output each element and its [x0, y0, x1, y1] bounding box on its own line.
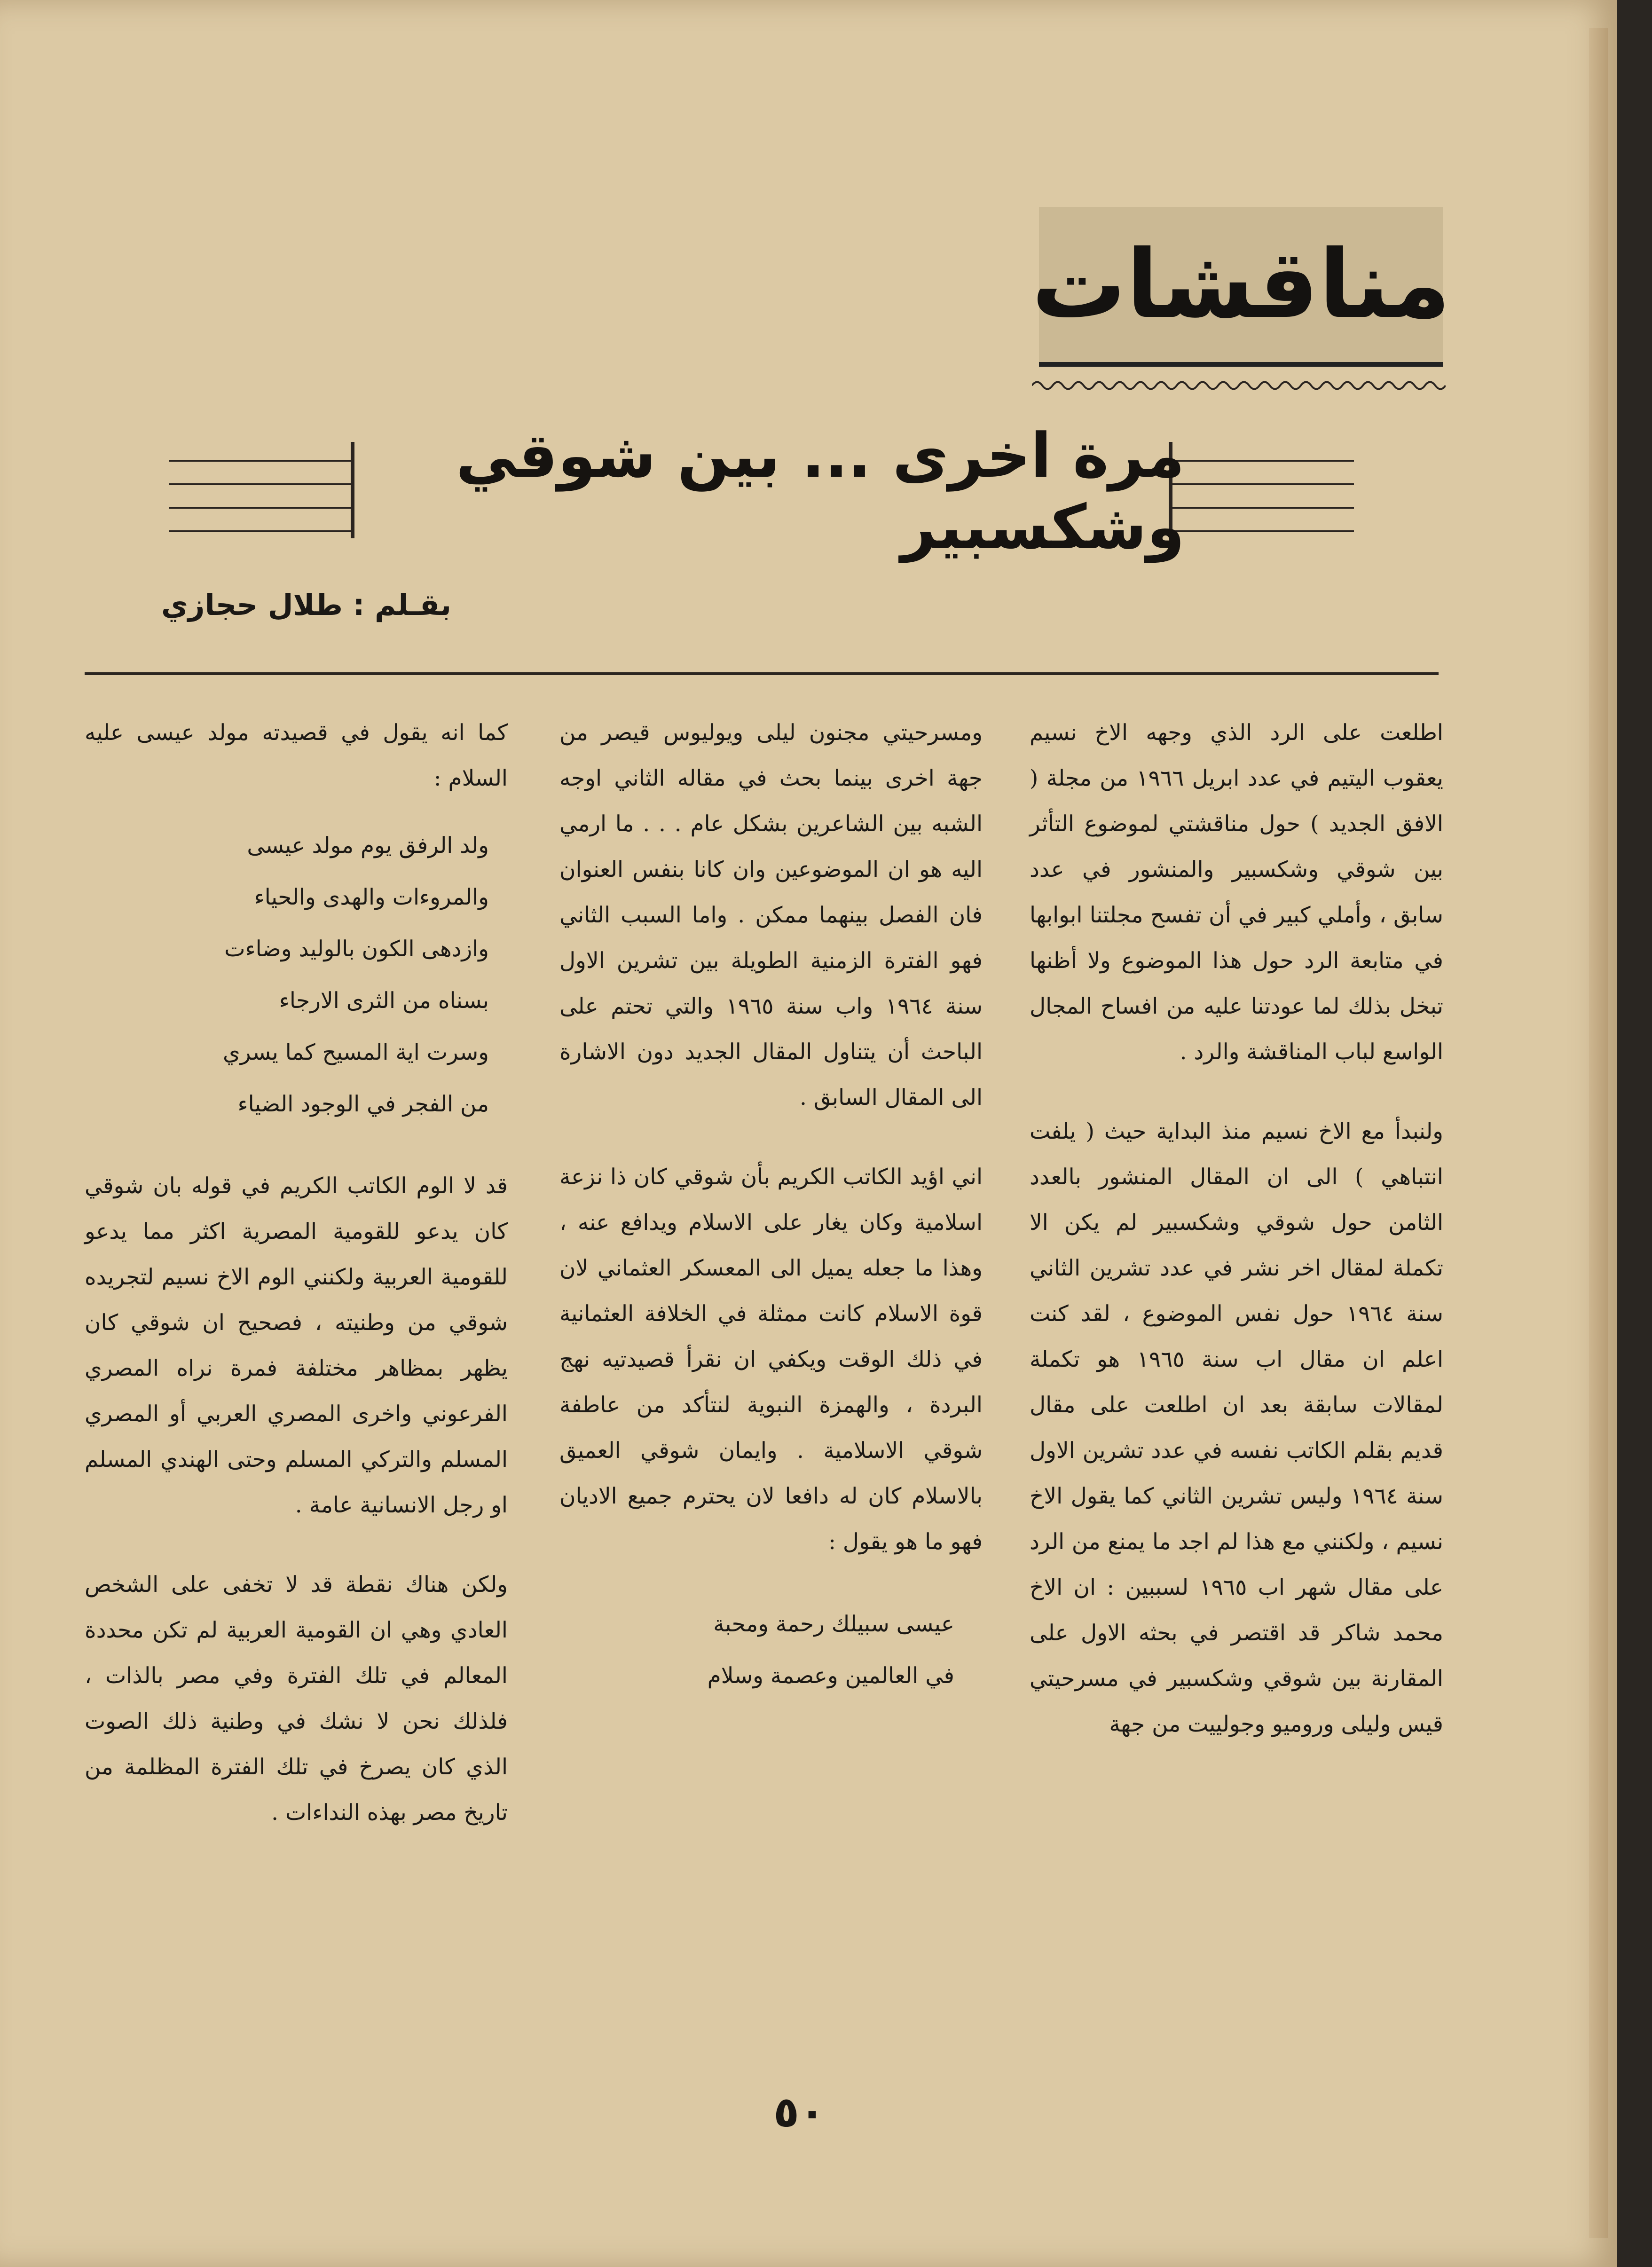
title-bracket-left: [160, 437, 357, 541]
column-right: [1030, 710, 1443, 1781]
paragraph: ولنبدأ مع الاخ نسيم منذ البداية حيث ( يلفت انتباهي ) الى ان المقال المنشور بالعدد الثامن حول شوقي وشكسبير لم يكن الا تكملة لمقال اخر نشر في عدد تشرين الثاني سنة ١٩٦٤ حول نفس الموضوع ، لقد كنت اعلم ان مقال اب سنة ١٩٦٥ هو تكملة لمقالات سابقة بعد ان اطلعت على مقال قديم بقلم الكاتب نفسه في عدد تشرين الاول سنة ١٩٦٤ وليس تشرين الثاني كما يقول الاخ نسيم ، ولكنني مع هذا لم اجد ما يمنع من الرد على مقال شهر اب ١٩٦٥ لسببين : ان الاخ محمد شاكر قد اقتصر في بحثه الاول على المقارنة بين شوقي وشكسبير في مسرحيتي قيس وليلى وروميو وجولييت من جهة: [1030, 1118, 1444, 1737]
page-edge: [1589, 28, 1608, 2238]
poem-verse: [85, 820, 508, 1130]
header-rule: [85, 672, 1439, 675]
poem-verse: [559, 1598, 983, 1702]
verse-line: عيسى سبيلك رحمة ومحبة: [713, 1611, 954, 1637]
article-title-block: [338, 420, 1185, 563]
verse-line: وازدهى الكون بالوليد وضاءت: [224, 936, 489, 962]
verse-line: والمروءات والهدى والحياء: [254, 884, 489, 910]
page-number: ٥٠: [773, 2087, 825, 2137]
verse-line: من الفجر في الوجود الضياء: [237, 1091, 489, 1117]
paragraph: اني اؤيد الكاتب الكريم بأن شوقي كان ذا نزعة اسلامية وكان يغار على الاسلام ويدافع عنه ، وهذا ما جعله يميل الى المعسكر العثماني لان قوة الاسلام كانت ممثلة في الخلافة العثمانية في ذلك الوقت ويكفي ان نقرأ قصيدتيه نهج البردة ، والهمزة النبوية لنتأكد من عاطفة شوقي الاسلامية . وايمان شوقي العميق بالاسلام كان له دافعا لان يحترم جميع الاديان فهو ما هو يقول :: [559, 1164, 983, 1555]
wavy-divider: [1032, 376, 1446, 395]
paragraph: ومسرحيتي مجنون ليلى ويوليوس قيصر من جهة اخرى بينما بحث في مقاله الثاني اوجه الشبه بين الشاعرين بشكل عام . . . ما ارمي اليه هو ان الموضوعين وان كانا بنفس العنوان فان الفصل بينهما ممكن . واما السبب الثاني فهو الفترة الزمنية الطويلة بين تشرين الاول سنة ١٩٦٤ واب سنة ١٩٦٥ والتي تحتم على الباحث أن يتناول المقال الجديد دون الاشارة الى المقال السابق .: [559, 720, 983, 1110]
author-byline: بقـلم : طلال حجازي: [161, 588, 451, 622]
title-bracket-right: [1166, 437, 1363, 541]
section-title: مناقشات: [1031, 229, 1451, 339]
column-middle: [559, 710, 983, 1735]
verse-line: ولد الرفق يوم مولد عيسى: [247, 833, 489, 858]
verse-line: في العالمين وعصمة وسلام: [707, 1663, 954, 1689]
paragraph: كما انه يقول في قصيدته مولد عيسى عليه السلام :: [85, 720, 508, 791]
verse-line: بسناه من الثرى الارجاء: [279, 988, 489, 1014]
paragraph: قد لا الوم الكاتب الكريم في قوله بان شوقي كان يدعو للقومية المصرية اكثر مما يدعو للقومية العربية ولكنني الوم الاخ نسيم لتجريده شوقي من وطنيته ، فصحيح ان شوقي كان يظهر بمظاهر مختلفة فمرة نراه المصري الفرعوني واخرى المصري العربي أو المصري المسلم والتركي المسلم وحتى الهندي المسلم او رجل الانسانية عامة .: [85, 1173, 508, 1518]
paragraph: اطلعت على الرد الذي وجهه الاخ نسيم يعقوب اليتيم في عدد ابريل ١٩٦٦ من مجلة ( الافق الجديد ) حول مناقشتي لموضوع التأثر بين شوقي وشكسبير والمنشور في عدد سابق ، وأملي كبير في أن تفسح مجلتنا ابوابها في متابعة الرد حول هذا الموضوع ولا أظنها تبخل بذلك لما عودتنا عليه من افساح المجال الواسع لباب المناقشة والرد .: [1030, 720, 1443, 1065]
verse-line: وسرت اية المسيح كما يسري: [223, 1039, 489, 1065]
column-left: [85, 710, 508, 1869]
article-title: مرة اخرى ... بين شوقي وشكسبير: [456, 420, 1185, 563]
section-masthead: [1031, 207, 1451, 367]
paragraph: ولكن هناك نقطة قد لا تخفى على الشخص العادي وهي ان القومية العربية لم تكن محددة المعالم في تلك الفترة وفي مصر بالذات ، فلذلك نحن لا نشك في وطنية ذلك الصوت الذي كان يصرخ في تلك الفترة المظلمة من تاريخ مصر بهذه النداءات .: [85, 1572, 508, 1826]
